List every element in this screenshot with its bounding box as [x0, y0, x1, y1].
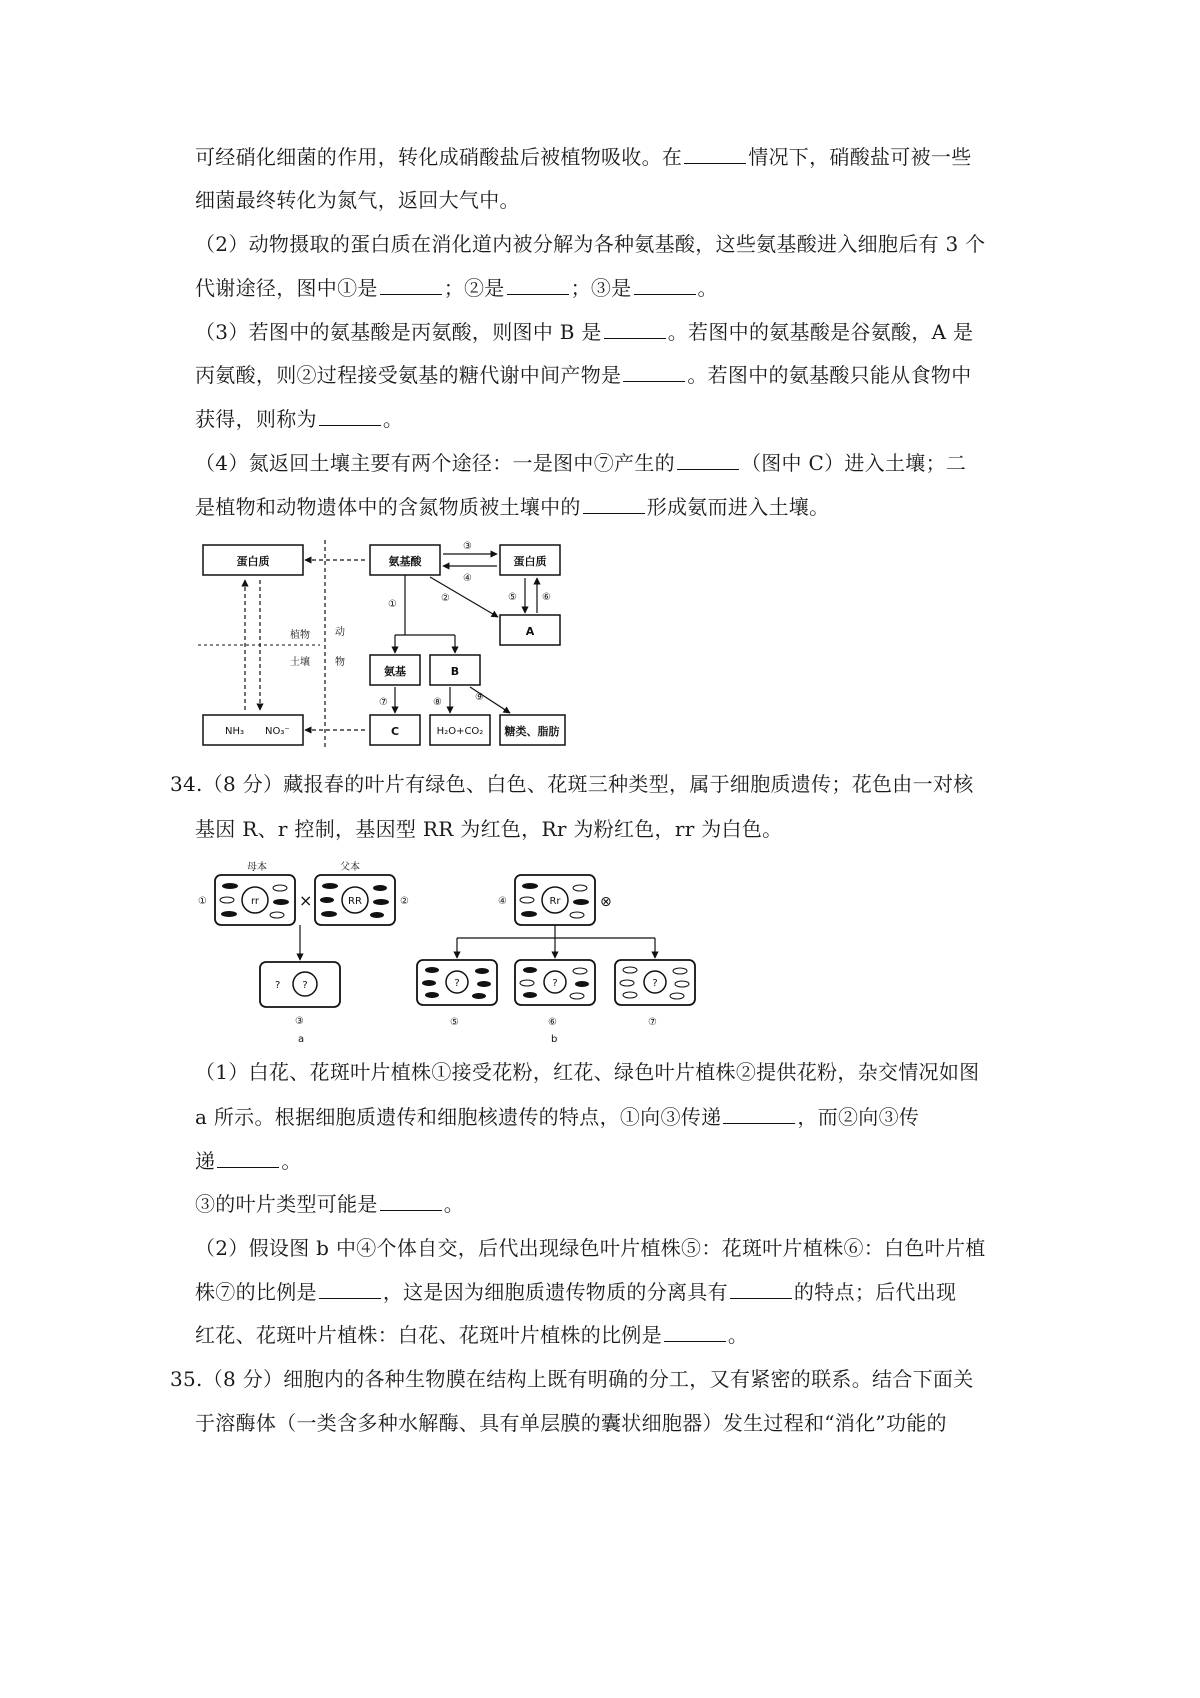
svg-text:③: ③ [295, 1016, 304, 1027]
q34-part2-line-2: 株⑦的比例是 ，这是因为细胞质遗传物质的分离具有 的特点；后代出现 [195, 1280, 957, 1304]
svg-text:⑥: ⑥ [548, 1017, 557, 1028]
cell-offspring-5 [417, 960, 497, 1005]
svg-text:②: ② [400, 896, 409, 907]
text-line-3: （2）动物摄取的蛋白质在消化道内被分解为各种氨基酸，这些氨基酸进入细胞后有 3 个 [195, 232, 986, 256]
q34-part1-line-4: ③的叶片类型可能是 。 [195, 1192, 465, 1216]
answer-blank[interactable] [319, 1278, 381, 1299]
svg-text:糖类、脂肪: 糖类、脂肪 [504, 725, 560, 738]
text-line-4: 代谢途径，图中①是 ；②是 ；③是 。 [195, 276, 718, 300]
svg-text:植物: 植物 [290, 630, 310, 641]
svg-text:⑧: ⑧ [433, 697, 442, 708]
svg-text:⑤: ⑤ [450, 1017, 459, 1028]
question-34-line-1: 34.（8 分）藏报春的叶片有绿色、白色、花斑三种类型，属于细胞质遗传；花色由一对核 [170, 772, 974, 796]
question-34-line-2: 基因 R、r 控制，基因型 RR 为红色，Rr 为粉红色，rr 为白色。 [195, 817, 783, 841]
svg-text:⑦: ⑦ [379, 697, 388, 708]
svg-text:A: A [525, 625, 535, 638]
svg-text:物: 物 [335, 657, 345, 668]
cell-parent-4 [515, 875, 595, 925]
svg-text:rr: rr [250, 896, 260, 907]
cell-offspring-3 [260, 962, 340, 1007]
svg-text:⑨: ⑨ [475, 692, 484, 703]
svg-text:①: ① [198, 896, 207, 907]
q34-part1-line-2: a 所示。根据细胞质遗传和细胞核遗传的特点，①向③传递 ，而②向③传 [195, 1105, 920, 1129]
text-line-2: 细菌最终转化为氮气，返回大气中。 [195, 188, 520, 212]
svg-text:氨基: 氨基 [384, 665, 406, 678]
answer-blank[interactable] [664, 1321, 726, 1342]
svg-text:①: ① [388, 599, 397, 610]
svg-text:④: ④ [463, 573, 472, 584]
answer-blank[interactable] [583, 493, 645, 514]
svg-text:母本: 母本 [247, 862, 267, 873]
svg-text:蛋白质: 蛋白质 [236, 555, 270, 568]
svg-text:?: ? [652, 978, 658, 989]
text-line-8: （4）氮返回土壤主要有两个途径：一是图中⑦产生的 （图中 C）进入土壤；二 [195, 451, 967, 475]
text-line-9: 是植物和动物遗体中的含氮物质被土壤中的 形成氨而进入土壤。 [195, 495, 830, 519]
svg-text:③: ③ [463, 541, 472, 552]
svg-text:②: ② [441, 593, 450, 604]
svg-text:土壤: 土壤 [290, 657, 310, 668]
svg-text:C: C [390, 725, 400, 738]
cell-mother [215, 875, 295, 925]
answer-blank[interactable] [604, 318, 666, 339]
answer-blank[interactable] [677, 449, 739, 470]
question-35-line-1: 35.（8 分）细胞内的各种生物膜在结构上既有明确的分工，又有紧密的联系。结合下面关 [170, 1367, 974, 1391]
svg-text:B: B [450, 665, 460, 678]
text-line-6: 丙氨酸，则②过程接受氨基的糖代谢中间产物是 。若图中的氨基酸只能从食物中 [195, 363, 972, 387]
cell-offspring-6 [515, 960, 595, 1005]
nitrogen-cycle-diagram [195, 535, 575, 750]
answer-blank[interactable] [684, 143, 746, 164]
q34-part1-line-3: 递 。 [195, 1149, 302, 1173]
svg-text:RR: RR [348, 896, 362, 907]
svg-text:b: b [551, 1034, 558, 1045]
inheritance-diagram [195, 860, 705, 1045]
question-35-line-2: 于溶酶体（一类含多种水解酶、具有单层膜的囊状细胞器）发生过程和“消化”功能的 [195, 1411, 947, 1435]
svg-text:Rr: Rr [549, 896, 561, 907]
svg-text:H₂O+CO₂: H₂O+CO₂ [436, 726, 484, 737]
cell-father [315, 875, 395, 925]
text-line-7: 获得，则称为 。 [195, 407, 404, 431]
cell-offspring-7 [615, 960, 695, 1005]
q34-part2-line-1: （2）假设图 b 中④个体自交，后代出现绿色叶片植株⑤：花斑叶片植株⑥：白色叶片植 [195, 1236, 986, 1260]
svg-text:⑤: ⑤ [508, 592, 517, 603]
svg-text:?: ? [302, 980, 308, 991]
text-line-5: （3）若图中的氨基酸是丙氨酸，则图中 B 是 。若图中的氨基酸是谷氨酸，A 是 [195, 320, 974, 344]
svg-text:a: a [298, 1034, 305, 1045]
svg-text:?: ? [275, 980, 281, 991]
svg-text:NO₃⁻: NO₃⁻ [265, 726, 290, 737]
answer-blank[interactable] [723, 1103, 795, 1124]
svg-text:?: ? [552, 978, 558, 989]
svg-text:NH₃: NH₃ [225, 726, 245, 737]
answer-blank[interactable] [623, 361, 685, 382]
q34-part2-line-3: 红花、花斑叶片植株：白花、花斑叶片植株的比例是 。 [195, 1323, 749, 1347]
answer-blank[interactable] [730, 1278, 792, 1299]
svg-text:父本: 父本 [340, 862, 360, 873]
answer-blank[interactable] [380, 1190, 442, 1211]
svg-text:⊗: ⊗ [600, 894, 612, 910]
q34-part1-line-1: （1）白花、花斑叶片植株①接受花粉，红花、绿色叶片植株②提供花粉，杂交情况如图 [195, 1060, 980, 1084]
answer-blank[interactable] [507, 274, 569, 295]
svg-text:动: 动 [335, 627, 345, 638]
svg-text:⑥: ⑥ [542, 592, 551, 603]
svg-text:⑦: ⑦ [648, 1017, 657, 1028]
svg-text:蛋白质: 蛋白质 [513, 555, 547, 568]
answer-blank[interactable] [319, 405, 381, 426]
answer-blank[interactable] [380, 274, 442, 295]
text-line-1: 可经硝化细菌的作用，转化成硝酸盐后被植物吸收。在 情况下，硝酸盐可被一些 [195, 145, 972, 169]
svg-text:?: ? [454, 978, 460, 989]
answer-blank[interactable] [634, 274, 696, 295]
answer-blank[interactable] [217, 1147, 279, 1168]
svg-text:氨基酸: 氨基酸 [388, 555, 422, 568]
svg-text:×: × [299, 891, 313, 910]
svg-text:④: ④ [498, 896, 507, 907]
